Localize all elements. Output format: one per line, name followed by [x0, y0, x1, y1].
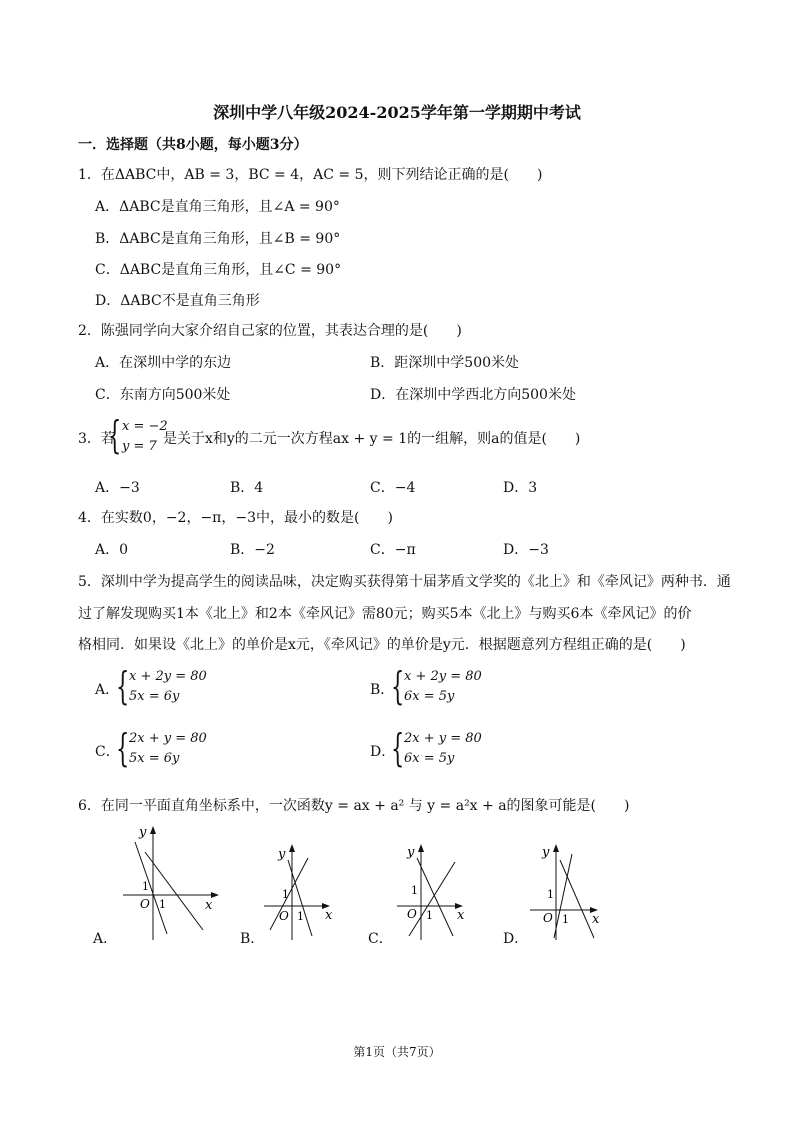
q5-line2: 过了解发现购买1本《北上》和2本《牵风记》需80元；购买5本《北上》与购买6本《牵风记》的价 — [78, 606, 692, 622]
q4-stem: 4．在实数0，−2，−π，−3中，最小的数是( ) — [78, 510, 393, 526]
q3-suffix: 是关于x和y的二元一次方程ax + y = 1的一组解，则a的值是( ) — [163, 431, 581, 447]
graph-a-x-label: x — [205, 898, 213, 913]
q2-stem: 2．陈强同学向大家介绍自己家的位置，其表达合理的是( ) — [78, 323, 462, 339]
q4-option-a[interactable]: A．0 — [95, 542, 129, 558]
graph-b-y-arrow — [289, 844, 295, 852]
graph-a-origin: O — [140, 897, 150, 911]
q2-option-b[interactable]: B．距深圳中学500米处 — [370, 355, 520, 371]
graph-c-tick-y: 1 — [411, 884, 418, 897]
q6-option-a-label[interactable]: A． — [93, 931, 118, 947]
q5-b-eq2: 6x = 5y — [404, 689, 455, 704]
q5-option-a-system[interactable] — [129, 667, 207, 707]
graph-a-line-1 — [135, 842, 167, 934]
q1-stem: 1．在ΔABC中，AB = 3，BC = 4，AC = 5，则下列结论正确的是( ) — [78, 167, 543, 183]
graph-b-tick-x: 1 — [297, 910, 304, 923]
q3-eq1: x = −2 — [122, 419, 168, 434]
q2-option-d[interactable]: D．在深圳中学西北方向500米处 — [370, 387, 576, 403]
q5-line3: 格相同．如果设《北上》的单价是x元，《牵风记》的单价是y元．根据题意列方程组正确的是( ) — [78, 637, 686, 653]
q3-prefix: 3．若 — [78, 431, 115, 447]
q6-graph-c[interactable] — [395, 840, 475, 944]
graph-d-y-label: y — [542, 845, 550, 860]
q5-d-eq2: 6x = 5y — [404, 751, 455, 766]
graph-d-x-label: x — [592, 912, 600, 927]
graph-a-line-2 — [145, 852, 203, 930]
q5-option-c-label[interactable]: C． — [95, 744, 120, 760]
q5-c-eq2: 5x = 6y — [129, 751, 180, 766]
q5-b-eq1: x + 2y = 80 — [404, 669, 482, 684]
q5-option-c-system[interactable] — [129, 729, 207, 769]
section-heading: 一．选择题（共8小题，每小题3分） — [78, 137, 308, 153]
q5-a-eq2: 5x = 6y — [129, 689, 180, 704]
page-title: 深圳中学八年级2024-2025学年第一学期期中考试 — [213, 103, 581, 122]
q5-a-eq1: x + 2y = 80 — [129, 669, 207, 684]
q3-option-a[interactable]: A．−3 — [95, 480, 140, 496]
page-footer: 第1页（共7页） — [353, 1045, 441, 1059]
q5-a-brace: { — [116, 664, 130, 708]
graph-b-origin: O — [279, 909, 289, 923]
q5-c-brace: { — [116, 726, 130, 770]
graph-a-tick-x: 1 — [159, 898, 166, 911]
q2-option-c[interactable]: C．东南方向500米处 — [95, 387, 231, 403]
q6-option-d-label[interactable]: D． — [503, 931, 529, 947]
graph-c-y-arrow — [418, 844, 424, 852]
q5-option-d-system[interactable] — [404, 729, 482, 769]
q3-system — [122, 417, 168, 457]
graph-b-y-label: y — [278, 847, 286, 862]
graph-d-tick-x: 1 — [562, 913, 569, 926]
graph-b-tick-y: 1 — [282, 888, 289, 901]
q6-option-c-label[interactable]: C． — [368, 931, 393, 947]
q3-brace: { — [108, 413, 122, 457]
q4-option-c[interactable]: C．−π — [370, 542, 416, 558]
q6-graph-d[interactable] — [528, 840, 608, 944]
q5-option-a-label[interactable]: A． — [95, 682, 120, 698]
graph-a-y-label: y — [139, 825, 147, 840]
q6-graph-b[interactable] — [260, 840, 342, 944]
q5-option-b-label[interactable]: B． — [370, 682, 395, 698]
q1-option-c[interactable]: C．ΔABC是直角三角形，且∠C = 90° — [95, 262, 342, 278]
graph-a-tick-y: 1 — [142, 880, 149, 893]
q5-c-eq1: 2x + y = 80 — [129, 731, 207, 746]
q3-option-c[interactable]: C．−4 — [370, 480, 416, 496]
graph-c-y-label: y — [407, 845, 415, 860]
q2-option-a[interactable]: A．在深圳中学的东边 — [95, 355, 232, 371]
graph-c-line-1 — [417, 858, 453, 936]
q5-line1: 5．深圳中学为提高学生的阅读品味，决定购买获得第十届茅盾文学奖的《北上》和《牵风记》两种书．通 — [78, 574, 731, 590]
graph-a-y-arrow — [150, 826, 156, 834]
q1-option-b[interactable]: B．ΔABC是直角三角形，且∠B = 90° — [95, 231, 341, 247]
q6-option-b-label[interactable]: B． — [240, 931, 265, 947]
q1-option-a[interactable]: A．ΔABC是直角三角形，且∠A = 90° — [95, 199, 340, 215]
graph-c-x-label: x — [457, 908, 465, 923]
graph-d-tick-y: 1 — [547, 888, 554, 901]
q3-eq2: y = 7 — [122, 439, 157, 454]
q1-option-d[interactable]: D．ΔABC不是直角三角形 — [95, 293, 260, 309]
q4-option-d[interactable]: D．−3 — [503, 542, 549, 558]
q5-d-brace: { — [391, 726, 405, 770]
graph-c-origin: O — [407, 907, 417, 921]
q6-stem: 6．在同一平面直角坐标系中，一次函数y = ax + a² 与 y = a²x + a的图象可能是( ) — [78, 798, 630, 814]
q3-option-d[interactable]: D．3 — [503, 480, 538, 496]
graph-d-y-arrow — [553, 844, 559, 852]
graph-b-x-label: x — [325, 908, 333, 923]
q6-graph-a[interactable] — [115, 822, 225, 944]
q5-b-brace: { — [391, 664, 405, 708]
graph-d-line-1 — [560, 860, 594, 938]
q4-option-b[interactable]: B．−2 — [230, 542, 275, 558]
q5-d-eq1: 2x + y = 80 — [404, 731, 482, 746]
q5-option-d-label[interactable]: D． — [370, 744, 396, 760]
q5-option-b-system[interactable] — [404, 667, 482, 707]
graph-c-tick-x: 1 — [426, 909, 433, 922]
q3-option-b[interactable]: B．4 — [230, 480, 264, 496]
graph-d-origin: O — [543, 911, 553, 925]
